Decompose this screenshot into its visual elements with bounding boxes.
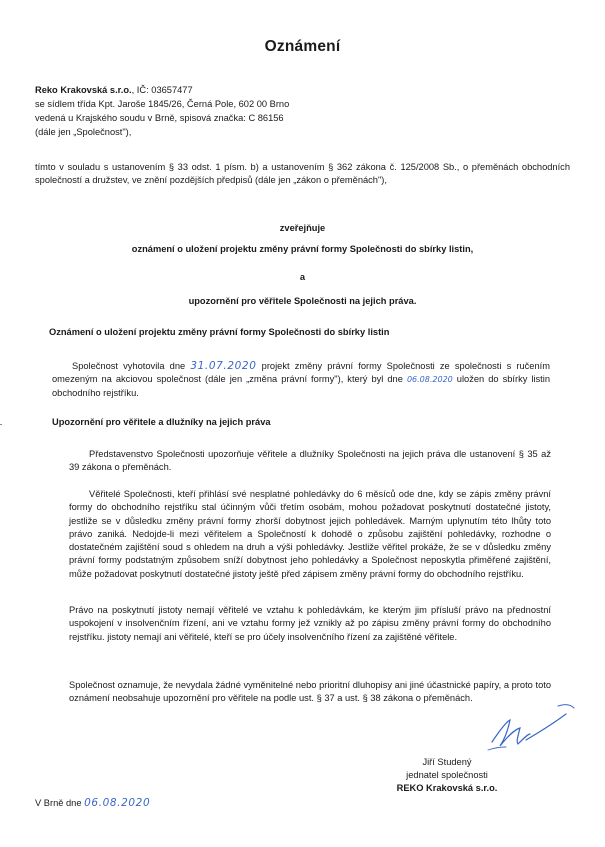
subject-1: oznámení o uložení projektu změny právní formy Společnosti do sbírky listin, — [131, 244, 474, 254]
section-2-paragraph-1: Představenstvo Společnosti upozorňuje věřitele a dlužníky Společnosti na jejich práva dle ustanovení § 35 až 39 zákona o přeměnách. — [69, 449, 551, 473]
section-2-heading: Upozornění pro věřitele a dlužníky na jejich práva — [52, 417, 271, 427]
fold-mark — [0, 424, 2, 425]
section-1-text-end: uložen do sbírky listin obchodního rejstříku. — [52, 374, 550, 398]
company-seat: se sídlem třída Kpt. Jaroše 1845/26, Černá Pole, 602 00 Brno — [35, 99, 290, 109]
intro-paragraph: tímto v souladu s ustanovením § 33 odst. 1 písm. b) a ustanovením § 362 zákona č. 125/2008 Sb., o přeměnách obchodních společností a družstev, ve znění pozdějších předpisů (dále jen „zákon o přeměnách"), — [35, 162, 570, 186]
section-2-paragraph-4: Společnost oznamuje, že nevydala žádné vyměnitelné nebo prioritní dluhopisy ani jiné účastnické papíry, a proto toto oznámení neobsahuje upozornění pro věřitele na podle ust. § 37 a ust. § 38 zákona o přeměnách. — [69, 680, 551, 704]
section-2-paragraph-3: Právo na poskytnutí jistoty nemají věřitelé ve vztahu k pohledávkám, ke kterým jim přísluší právo na přednostní uspokojení v insolvenčním řízení, ani ve vztahu formy jež vznikly až po zápisu změny právní formy do obchodního rejstříku. jistoty nemají ani věřitelé, kteří se pro účely insolvenčního řízení za zajištěné věřitele. — [69, 605, 551, 642]
company-alias: (dále jen „Společnost"), — [35, 127, 132, 137]
place-date-label: V Brně dne — [35, 798, 82, 808]
company-name-line — [35, 83, 289, 97]
signatory-company: REKO Krakovská s.r.o. — [396, 783, 498, 793]
document-title: Oznámení — [264, 38, 341, 55]
section-1-text-mid: projekt změny právní formy Společnosti ze společnosti s ručením omezeným na akciovou společnost (dále jen „změna právní formy"), který byl dne — [52, 361, 550, 385]
section-2-paragraph-2: Věřitelé Společnosti, kteří přihlásí své nesplatné pohledávky do 6 měsíců ode dne, kdy se zápis změny právní formy do obchodního rejstříku stal účinným vůči třetím osobám, mohou požadovat poskytnutí dostatečné jistoty, jestliže se v důsledku změny právní formy zhorší dobytnost jejich pohledávek. Marným uplynutím této lhůty toto právo zaniká. Nedojde-li mezi věřitelem a Společností k dohodě o způsobu zajištění pohledávky, rozhodne o dostatečném zajištění soud s ohledem na druh a výši pohledávky. Jestliže věřitel prokáže, že se v důsledku změny právní formy podstatným způsobem sníží dobytnost jeho pohledávky a Společnost neposkytla přiměřené zajištění, může požadovat poskytnutí dostatečné jistoty ještě před zápisem změny právní formy do obchodního rejstříku. — [69, 489, 551, 579]
place-date-line — [35, 797, 150, 809]
handwritten-date-project: 31.07.2020 — [190, 360, 257, 372]
and-connector: a — [299, 272, 306, 282]
signatory-role: jednatel společnosti — [406, 770, 488, 780]
company-ico: , IČ: 03657477 — [131, 85, 193, 95]
handwritten-date-stored: 06.08.2020 — [406, 375, 453, 385]
company-block — [35, 83, 289, 139]
subject-2: upozornění pro věřitele Společnosti na jejich práva. — [188, 296, 417, 306]
company-register: vedená u Krajského soudu v Brně, spisová značka: C 86156 — [35, 113, 284, 123]
signatory-name: Jiří Studený — [422, 757, 472, 767]
signature-block — [372, 756, 522, 795]
handwritten-date-signed: 06.08.2020 — [84, 797, 151, 809]
section-1-text-start: Společnost vyhotovila dne — [72, 361, 186, 371]
publishes-heading: zveřejňuje — [279, 223, 326, 233]
company-name: Reko Krakovská s.r.o. — [35, 85, 132, 95]
section-1-paragraph — [52, 360, 550, 400]
handwritten-signature — [470, 700, 580, 760]
section-1-heading: Oznámení o uložení projektu změny právní formy Společnosti do sbírky listin — [49, 327, 390, 337]
